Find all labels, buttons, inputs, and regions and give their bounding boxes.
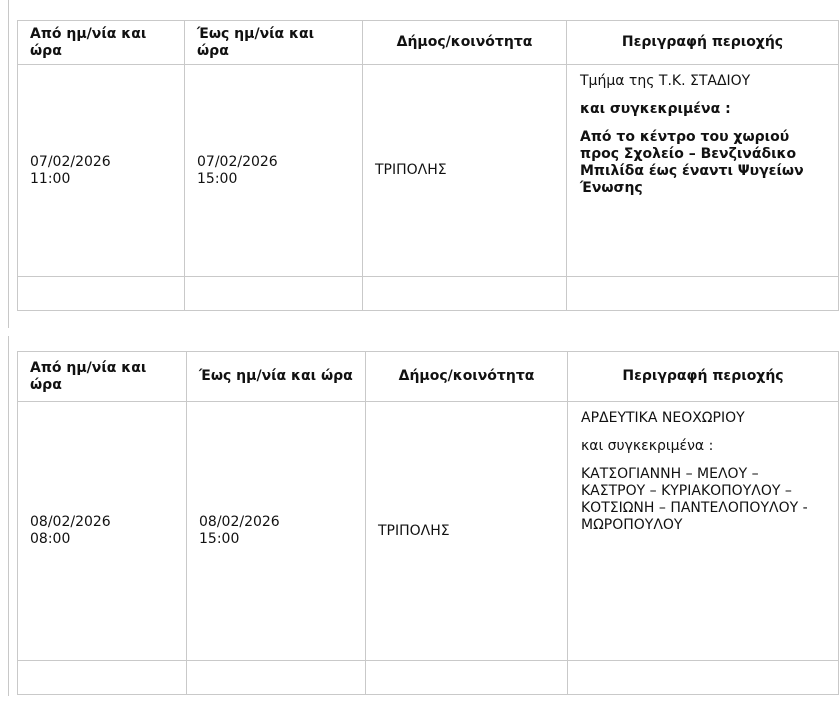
left-border-line [8, 336, 9, 696]
table-row [18, 402, 839, 661]
empty-cell [187, 661, 366, 695]
from-time: 08:00 [30, 531, 71, 547]
empty-cell [18, 277, 185, 311]
header-municipality: Δήμος/κοινότητα [366, 352, 568, 402]
from-datetime-cell [18, 65, 185, 277]
to-datetime-cell [185, 65, 363, 277]
empty-row [18, 277, 839, 311]
to-date: 07/02/2026 [197, 153, 278, 170]
municipality-cell: ΤΡΙΠΟΛΗΣ [363, 65, 567, 277]
header-municipality: Δήμος/κοινότητα [363, 21, 567, 65]
header-description: Περιγραφή περιοχής [568, 352, 839, 402]
empty-cell [567, 277, 839, 311]
from-date: 08/02/2026 [30, 514, 111, 530]
empty-row [18, 661, 839, 695]
area-text: ΑΡΔΕΥΤΙΚΑ ΝΕΟΧΩΡΙΟΥ [581, 410, 745, 426]
header-to: Έως ημ/νία και ώρα [187, 352, 366, 402]
municipality-cell: ΤΡΙΠΟΛΗΣ [366, 402, 568, 661]
table-header-row [18, 21, 839, 65]
left-border-line [8, 0, 9, 328]
empty-cell [18, 661, 187, 695]
area-text: Τμήμα της Τ.Κ. ΣΤΑΔΙΟΥ [580, 73, 751, 89]
description-cell [567, 65, 839, 277]
table-row [18, 65, 839, 277]
outage-table-2 [17, 351, 839, 695]
table-header-row [18, 352, 839, 402]
empty-cell [185, 277, 363, 311]
specifically-text: και συγκεκριμένα : [581, 438, 714, 454]
from-datetime-cell [18, 402, 187, 661]
specifically-text: και συγκεκριμένα : [580, 101, 731, 117]
streets-text: Από το κέντρο του χωριού προς Σχολείο – Βενζινάδικο Μπιλίδα έως έναντι Ψυγείων Ένωσης [580, 129, 804, 196]
from-time: 11:00 [30, 170, 71, 187]
header-from: Από ημ/νία και ώρα [18, 352, 187, 402]
outage-table-1 [17, 20, 839, 311]
empty-cell [366, 661, 568, 695]
to-date: 08/02/2026 [199, 514, 280, 530]
header-from: Από ημ/νία και ώρα [18, 21, 185, 65]
empty-cell [568, 661, 839, 695]
header-to: Έως ημ/νία και ώρα [185, 21, 363, 65]
description-cell [568, 402, 839, 661]
to-time: 15:00 [197, 170, 238, 187]
empty-cell [363, 277, 567, 311]
from-date: 07/02/2026 [30, 153, 111, 170]
streets-text: ΚΑΤΣΟΓΙΑΝΝΗ – ΜΕΛΟΥ – ΚΑΣΤΡΟΥ – ΚΥΡΙΑΚΟΠΟΥΛΟΥ – ΚΟΤΣΙΩΝΗ – ΠΑΝΤΕΛΟΠΟΥΛΟΥ - ΜΩΡΟΠΟΥΛΟΥ [581, 466, 808, 533]
to-datetime-cell [187, 402, 366, 661]
header-description: Περιγραφή περιοχής [567, 21, 839, 65]
to-time: 15:00 [199, 531, 240, 547]
